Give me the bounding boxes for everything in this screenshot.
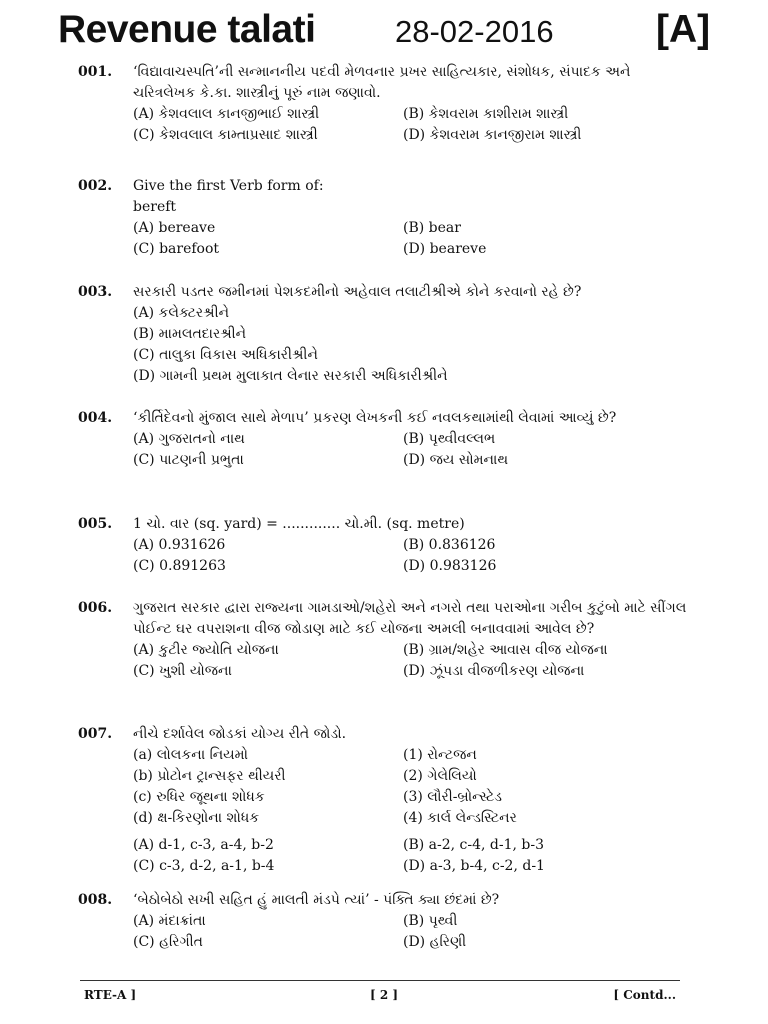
question-number: 007. xyxy=(78,726,113,742)
match-right-3: (3) લૌરી-બ્રોન્સ્ટેડ xyxy=(403,789,502,805)
option-d: (D) કેશવરામ કાનજીરામ શાસ્ત્રી xyxy=(403,127,582,143)
option-a: (A) કલેક્ટરશ્રીને xyxy=(133,305,230,321)
option-c: (C) હરિગીત xyxy=(133,934,203,950)
exam-date: 28-02-2016 xyxy=(395,14,554,49)
question-stem: નીચે દર્શાવેલ જોડકાં યોગ્ય રીતે જોડો. xyxy=(133,726,347,742)
option-b: (B) મામલતદારશ્રીને xyxy=(133,326,247,342)
option-c: (C) barefoot xyxy=(133,241,220,257)
option-c: (C) તાલુકા વિકાસ અધિકારીશ્રીને xyxy=(133,347,318,363)
question-5 xyxy=(78,514,690,577)
option-b: (B) પૃથ્વી xyxy=(403,913,458,929)
booklet-code: RTE-A ] xyxy=(84,988,137,1002)
option-c: (C) પાટણની પ્રભુતા xyxy=(133,452,244,468)
option-a: (A) bereave xyxy=(133,220,216,236)
option-d: (D) beareve xyxy=(403,241,487,257)
option-c: (C) c-3, d-2, a-1, b-4 xyxy=(133,858,275,874)
match-left-b: (b) પ્રોટોન ટ્રાન્સફર થીયરી xyxy=(133,768,286,784)
question-8 xyxy=(78,890,690,953)
question-stem: સરકારી પડતર જમીનમાં પેશકદમીનો અહેવાલ તલાટીશ્રીએ કોને કરવાનો રહે છે? xyxy=(133,284,582,300)
option-a: (A) કુટીર જ્યોતિ યોજના xyxy=(133,642,279,658)
question-stem: ‘બેઠોબેઠો સખી સહિત હું માલતી મંડપે ત્યાં’ - પંક્તિ ક્યા છંદમાં છે? xyxy=(133,892,500,908)
match-right-1: (1) રોન્ટજન xyxy=(403,747,477,763)
option-d: (D) હરિણી xyxy=(403,934,467,950)
match-left-a: (a) લોલકના નિયમો xyxy=(133,747,249,763)
option-d: (D) ઝૂંપડા વીજળીકરણ યોજના xyxy=(403,663,585,679)
option-d: (D) a-3, b-4, c-2, d-1 xyxy=(403,858,545,874)
option-b: (B) પૃથ્વીવલ્લભ xyxy=(403,431,496,447)
option-a: (A) મંદાક્રાંતા xyxy=(133,913,206,929)
question-number: 005. xyxy=(78,516,113,532)
question-set-label: [A] xyxy=(656,8,711,51)
match-left-d: (d) ક્ષ-કિરણોના શોધક xyxy=(133,810,260,826)
option-c: (C) કેશવલાલ કામ્તાપ્રસાદ શાસ્ત્રી xyxy=(133,127,318,143)
question-6 xyxy=(78,598,690,682)
match-right-2: (2) ગેલેલિયો xyxy=(403,768,477,784)
question-7 xyxy=(78,724,690,877)
option-a: (A) કેશવલાલ કાનજીભાઈ શાસ્ત્રી xyxy=(133,106,320,122)
question-3 xyxy=(78,282,690,387)
footer-divider xyxy=(80,980,680,981)
option-c: (C) ખુશી યોજના xyxy=(133,663,232,679)
page-header xyxy=(58,8,718,56)
question-stem: ગુજરાત સરકાર દ્વારા રાજ્યના ગામડાઓ/શહેરો અને નગરો તથા પરાઓના ગરીબ કુટુંબો માટે સીંગલ પોઈન્ટ ઘર વપરાશના વીજ જોડાણ માટે કઈ યોજના અમલી બનાવવામાં આવેલ છે? xyxy=(133,600,687,637)
option-b: (B) કેશવરામ કાશીરામ શાસ્ત્રી xyxy=(403,106,569,122)
question-4 xyxy=(78,408,690,471)
question-number: 001. xyxy=(78,64,113,80)
option-d: (D) ગામની પ્રથમ મુલાકાત લેનાર સરકારી અધિકારીશ્રીને xyxy=(133,368,448,384)
option-b: (B) bear xyxy=(403,220,461,236)
option-b: (B) ગ્રામ/શહેર આવાસ વીજ યોજના xyxy=(403,642,608,658)
question-stem: 1 ચો. વાર (sq. yard) = ............. ચો.મી. (sq. metre) xyxy=(133,516,465,532)
match-table xyxy=(133,745,690,829)
option-c: (C) 0.891263 xyxy=(133,558,226,574)
question-stem-word: bereft xyxy=(133,199,177,215)
question-number: 002. xyxy=(78,178,113,194)
question-stem: Give the first Verb form of: xyxy=(133,178,324,194)
question-number: 008. xyxy=(78,892,113,908)
option-a: (A) d-1, c-3, a-4, b-2 xyxy=(133,837,274,853)
question-number: 006. xyxy=(78,600,113,616)
option-b: (B) 0.836126 xyxy=(403,537,496,553)
option-a: (A) ગુજરાતનો નાથ xyxy=(133,431,245,447)
option-b: (B) a-2, c-4, d-1, b-3 xyxy=(403,837,545,853)
question-stem: ‘વિદ્યાવાચસ્પતિ’ની સન્માનનીય પદવી મેળવનાર પ્રખર સાહિત્યકાર, સંશોધક, સંપાદક અને ચરિત્રલેખક કે.કા. શાસ્ત્રીનું પૂરું નામ જણાવો. xyxy=(133,64,631,101)
option-d: (D) 0.983126 xyxy=(403,558,497,574)
option-d: (D) જય સોમનાથ xyxy=(403,452,509,468)
page-footer xyxy=(84,988,676,1006)
question-stem: ‘કીર્તિદેવનો મુંજાલ સાથે મેળાપ’ પ્રકરણ લેખકની કઈ નવલકથામાંથી લેવામાં આવ્યું છે? xyxy=(133,410,617,426)
exam-title: Revenue talati xyxy=(58,8,316,51)
question-2 xyxy=(78,176,690,260)
page-number: [ 2 ] xyxy=(370,988,399,1002)
match-right-4: (4) કાર્લ લેન્ડસ્ટિનર xyxy=(403,810,517,826)
question-number: 003. xyxy=(78,284,113,300)
question-number: 004. xyxy=(78,410,113,426)
option-a: (A) 0.931626 xyxy=(133,537,226,553)
match-left-c: (c) રુધિર જૂથના શોધક xyxy=(133,789,265,805)
question-1 xyxy=(78,62,690,146)
continued-label: [ Contd... xyxy=(613,988,676,1002)
